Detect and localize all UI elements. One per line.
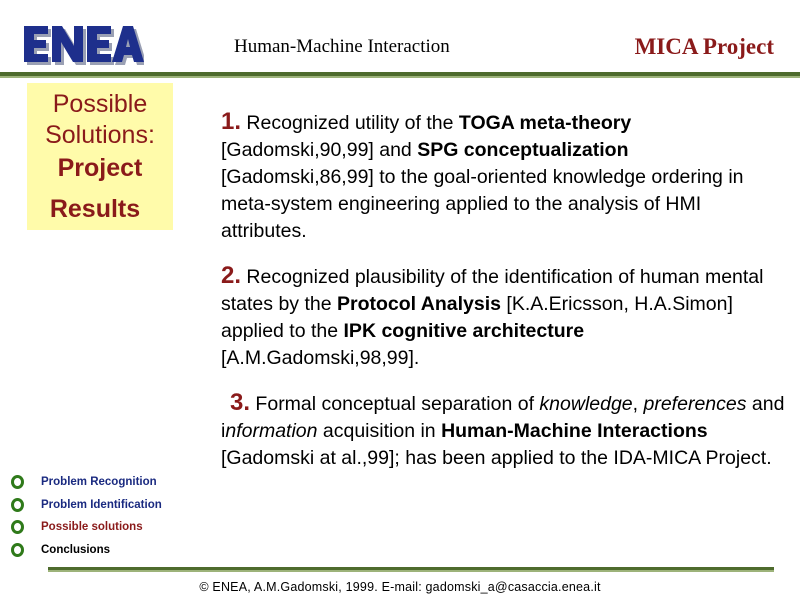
result-item-1: 1. Recognized utility of the TOGA meta-theory [Gadomski,90,99] and SPG conceptualization [Gadomski,86,99] to the goal-oriented knowledge ordering in meta-system engineering applied to the analysis of HMI attributes.	[221, 108, 744, 242]
result-number: 3.	[230, 389, 251, 416]
bullet-icon	[11, 520, 24, 534]
nav-label: Problem Identification	[41, 498, 162, 511]
section-line-results: Results	[49, 195, 141, 223]
section-line-possible: Possible	[52, 90, 148, 118]
results-list	[221, 108, 786, 472]
enea-logo	[22, 22, 144, 66]
result-number: 1.	[221, 108, 242, 135]
top-divider	[0, 72, 800, 76]
section-label-box	[27, 83, 173, 230]
nav-label: Possible solutions	[41, 521, 143, 534]
project-title: MICA Project	[634, 34, 774, 59]
nav-label: Problem Recognition	[41, 476, 157, 488]
bullet-icon	[11, 543, 24, 557]
nav-label: Conclusions	[41, 544, 111, 557]
result-item-2: 2. Recognized plausibility of the identification of human mental states by the Protocol Analysis [K.A.Ericsson, H.A.Simon] applied to the IPK cognitive architecture [A.M.Gadomski,98,99].	[221, 262, 764, 369]
section-line-project: Project	[57, 154, 143, 182]
section-line-solutions: Solutions:	[45, 121, 155, 149]
bottom-divider	[48, 567, 774, 570]
bullet-icon	[11, 475, 24, 489]
result-number: 2.	[221, 262, 242, 289]
header-title: Human-Machine Interaction	[234, 36, 450, 57]
bullet-icon	[11, 498, 24, 512]
footer-copyright: © ENEA, A.M.Gadomski, 1999. E-mail: gadomski_a@casaccia.enea.it	[199, 580, 601, 594]
result-item-3: 3. Formal conceptual separation of knowledge, preferences and information acquisition in Human-Machine Interactions [Gadomski at al.,99]; has been applied to the IDA-MICA Project.	[221, 389, 785, 469]
